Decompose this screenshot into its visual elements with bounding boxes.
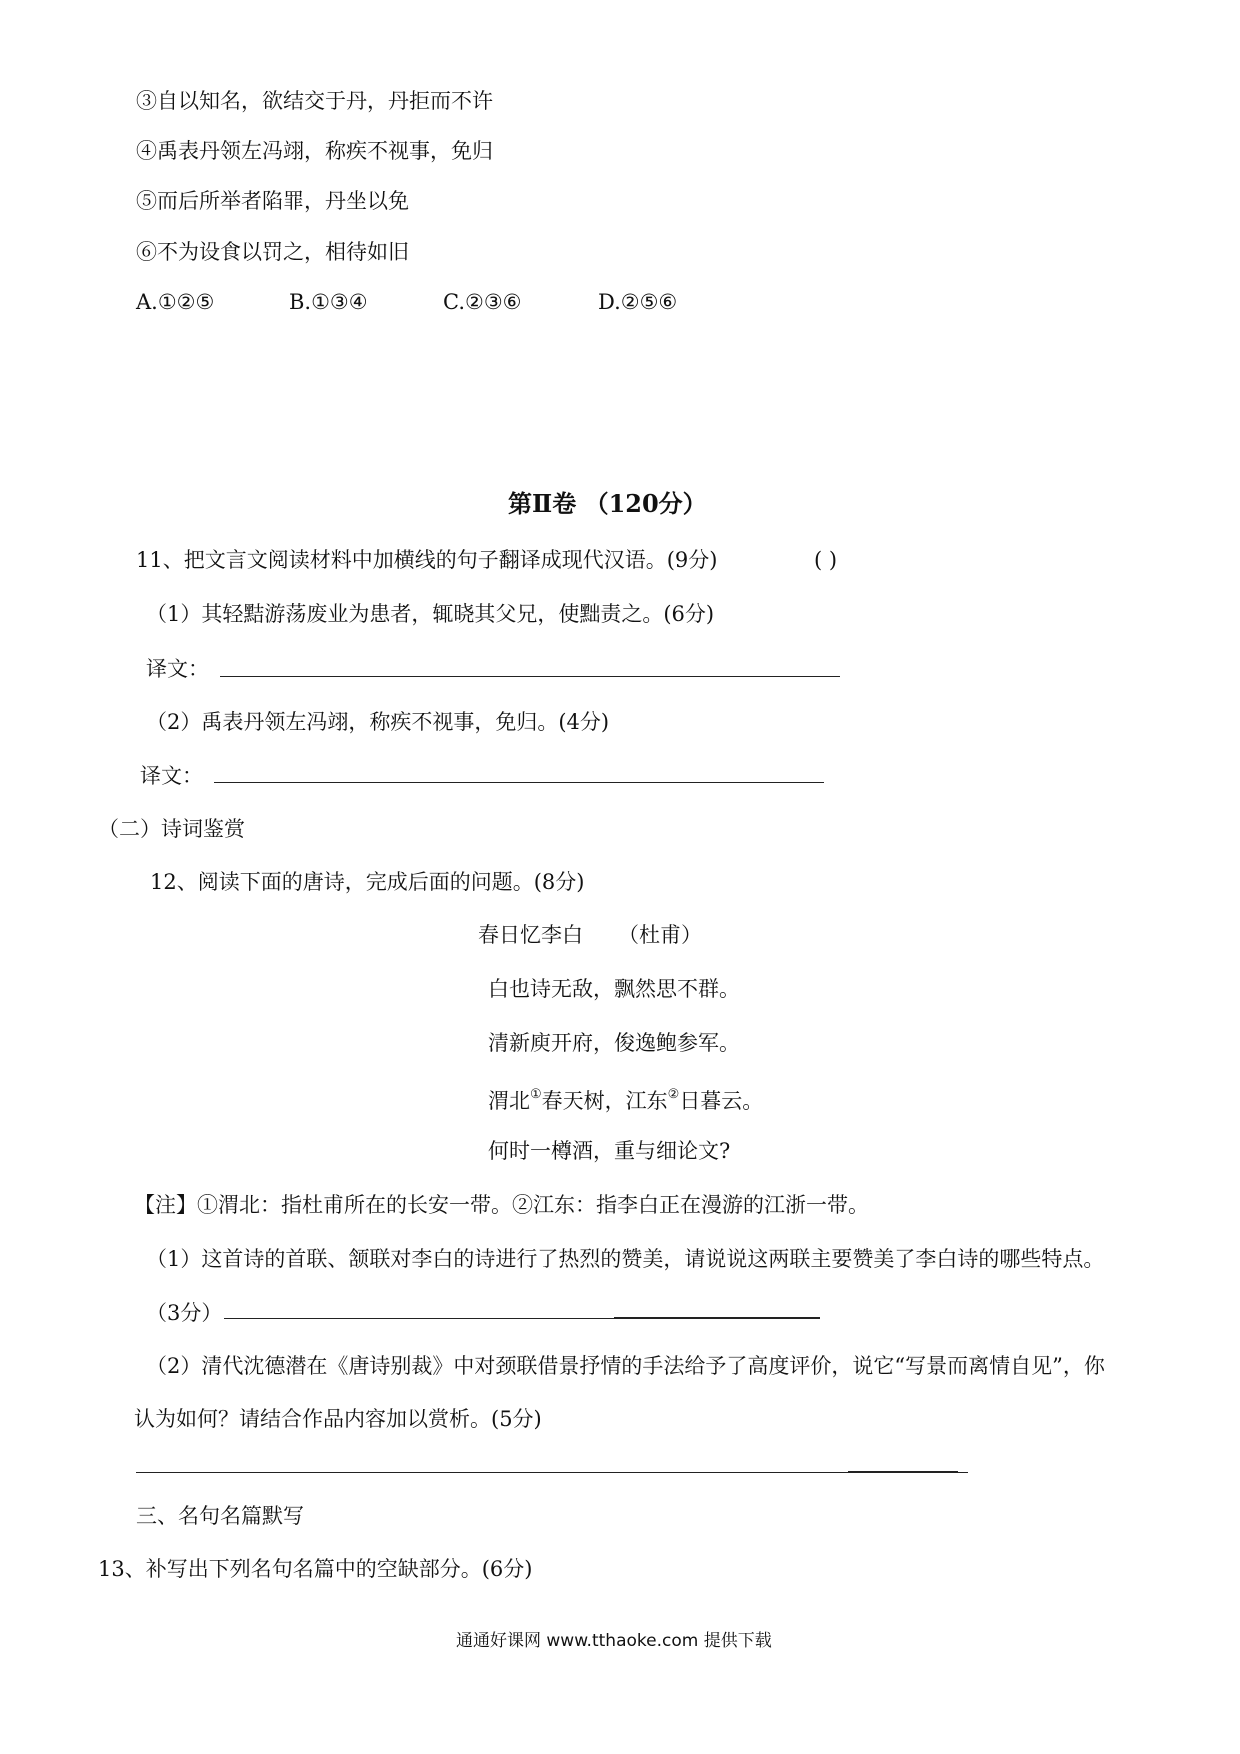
poem-line-3	[488, 1083, 763, 1115]
answer-blank-q12-2c[interactable]	[958, 1472, 968, 1473]
answer-blank-q12-2a[interactable]	[136, 1472, 848, 1473]
page-footer: 通通好课网 www.tthaoke.com 提供下载	[456, 1631, 772, 1651]
q11-sub1: （1）其轻黠游荡废业为患者，辄晓其父兄，使黜责之。(6分)	[146, 602, 715, 626]
q11-score-paren: ( )	[814, 548, 838, 572]
poem-line-3-part-c: 日暮云。	[679, 1089, 764, 1113]
translation-blank-1[interactable]	[220, 676, 840, 677]
answer-blank-q12-1a[interactable]	[224, 1318, 614, 1319]
section3-heading: 三、名句名篇默写	[136, 1504, 304, 1528]
poem-line-3-part-a: 渭北	[488, 1089, 530, 1113]
q12-sub1-points: （3分）	[146, 1301, 223, 1325]
q12-sub1: （1）这首诗的首联、颔联对李白的诗进行了热烈的赞美，请说说这两联主要赞美了李白诗的哪些特点。	[146, 1247, 1105, 1271]
option-a: A.①②⑤	[136, 290, 215, 314]
choice-item-5: ⑤而后所举者陷罪，丹坐以免	[136, 189, 409, 213]
poem-line-2: 清新庾开府，俊逸鲍参军。	[488, 1031, 740, 1055]
answer-blank-q12-1b[interactable]	[614, 1317, 820, 1319]
translation-label-1: 译文：	[146, 657, 209, 681]
poem-title: 春日忆李白	[478, 923, 583, 947]
choice-item-3: ③自以知名，欲结交于丹，丹拒而不许	[136, 89, 493, 113]
option-c: C.②③⑥	[443, 290, 522, 314]
option-b: B.①③④	[289, 290, 368, 314]
poem-line-4: 何时一樽酒，重与细论文?	[488, 1139, 731, 1163]
choice-item-4: ④禹表丹领左冯翊，称疾不视事，免归	[136, 139, 493, 163]
poem-line-3-part-b: 春天树，江东	[541, 1089, 668, 1113]
footnote-marker-2: ②	[667, 1087, 680, 1102]
poetry-heading: （二）诗词鉴赏	[98, 817, 245, 841]
answer-options	[136, 288, 677, 316]
q11-sub2: （2）禹表丹领左冯翊，称疾不视事，免归。(4分)	[146, 710, 610, 734]
poem-note: 【注】①渭北：指杜甫所在的长安一带。②江东：指李白正在漫游的江浙一带。	[134, 1193, 869, 1217]
poem-author: （杜甫）	[618, 923, 702, 947]
poem-line-1: 白也诗无敌，飘然思不群。	[488, 977, 740, 1001]
q12-sub2-line1: （2）清代沈德潜在《唐诗别裁》中对颈联借景抒情的手法给予了高度评价，说它“写景而离情自见”，你	[146, 1354, 1105, 1378]
q11-stem: 11、把文言文阅读材料中加横线的句子翻译成现代汉语。(9分)	[136, 548, 718, 572]
answer-blank-q12-2b[interactable]	[848, 1471, 958, 1473]
translation-blank-2[interactable]	[214, 782, 824, 783]
q12-stem: 12、阅读下面的唐诗，完成后面的问题。(8分)	[150, 870, 585, 894]
section-title: 第Ⅱ卷 （120分）	[508, 489, 707, 518]
q13-stem: 13、补写出下列名句名篇中的空缺部分。(6分)	[98, 1557, 533, 1581]
q12-sub2-line2: 认为如何？请结合作品内容加以赏析。(5分)	[134, 1407, 542, 1431]
option-d: D.②⑤⑥	[598, 290, 678, 314]
footnote-marker-1: ①	[530, 1087, 542, 1102]
choice-item-6: ⑥不为设食以罚之，相待如旧	[136, 240, 409, 264]
translation-label-2: 译文：	[140, 764, 203, 788]
